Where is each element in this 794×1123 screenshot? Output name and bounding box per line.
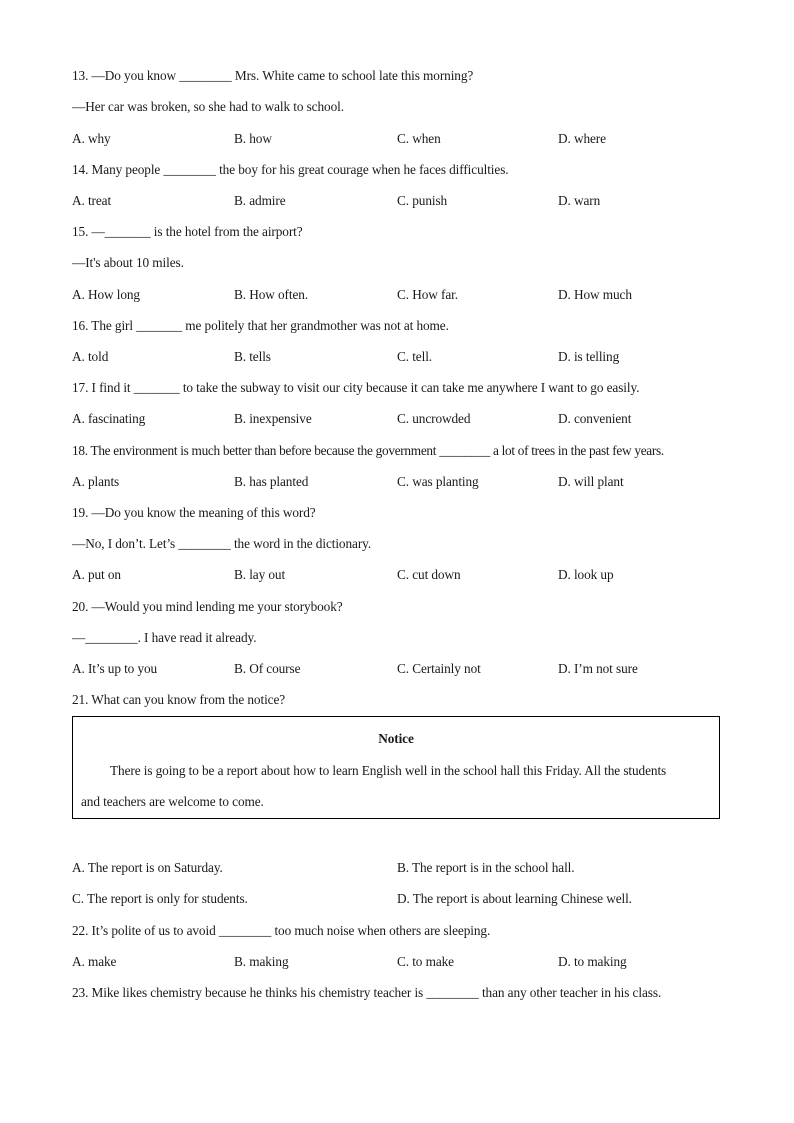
question-21-option-b[interactable]: B. The report is in the school hall.: [397, 860, 575, 875]
question-18-stem: 18. The environment is much better than before because the government ________ a lot of trees in the past few years.: [72, 443, 664, 458]
question-19-reply: —No, I don’t. Let’s ________ the word in the dictionary.: [72, 536, 372, 551]
question-13-reply: —Her car was broken, so she had to walk to school.: [72, 99, 344, 114]
question-19-option-b[interactable]: B. lay out: [234, 567, 286, 582]
question-20-reply: —________. I have read it already.: [72, 630, 257, 645]
question-15-option-b[interactable]: B. How often.: [234, 287, 309, 302]
question-13-option-c[interactable]: C. when: [397, 131, 441, 146]
question-14-option-a[interactable]: A. treat: [72, 193, 112, 208]
question-16-stem: 16. The girl _______ me politely that her grandmother was not at home.: [72, 318, 449, 333]
question-16-option-b[interactable]: B. tells: [234, 349, 271, 364]
question-17-option-d[interactable]: D. convenient: [558, 411, 632, 426]
question-19-option-d[interactable]: D. look up: [558, 567, 614, 582]
question-13-option-a[interactable]: A. why: [72, 131, 111, 146]
question-15-reply: —It's about 10 miles.: [72, 255, 184, 270]
notice-text-line-2: and teachers are welcome to come.: [81, 794, 264, 809]
question-20-option-d[interactable]: D. I’m not sure: [558, 661, 638, 676]
question-18-option-b[interactable]: B. has planted: [234, 474, 309, 489]
question-20-stem: 20. —Would you mind lending me your storybook?: [72, 599, 343, 614]
question-15-option-a[interactable]: A. How long: [72, 287, 140, 302]
question-17-option-a[interactable]: A. fascinating: [72, 411, 146, 426]
question-21-stem: 21. What can you know from the notice?: [72, 692, 286, 707]
question-20-option-a[interactable]: A. It’s up to you: [72, 661, 158, 676]
question-22-option-c[interactable]: C. to make: [397, 954, 454, 969]
question-18-option-c[interactable]: C. was planting: [397, 474, 479, 489]
question-22-option-b[interactable]: B. making: [234, 954, 289, 969]
question-13-stem: 13. —Do you know ________ Mrs. White came to school late this morning?: [72, 68, 474, 83]
question-15-option-c[interactable]: C. How far.: [397, 287, 458, 302]
notice-box: [72, 716, 720, 819]
question-19-option-a[interactable]: A. put on: [72, 567, 121, 582]
question-19-option-c[interactable]: C. cut down: [397, 567, 461, 582]
question-13-option-b[interactable]: B. how: [234, 131, 272, 146]
question-22-option-d[interactable]: D. to making: [558, 954, 627, 969]
question-17-option-b[interactable]: B. inexpensive: [234, 411, 312, 426]
question-17-option-c[interactable]: C. uncrowded: [397, 411, 471, 426]
question-14-option-b[interactable]: B. admire: [234, 193, 286, 208]
question-22-stem: 22. It’s polite of us to avoid ________ too much noise when others are sleeping.: [72, 923, 491, 938]
question-22-option-a[interactable]: A. make: [72, 954, 117, 969]
question-21-option-d[interactable]: D. The report is about learning Chinese well.: [397, 891, 632, 906]
question-15-option-d[interactable]: D. How much: [558, 287, 632, 302]
question-16-option-c[interactable]: C. tell.: [397, 349, 433, 364]
notice-text-line-1: There is going to be a report about how to learn English well in the school hall this Friday. All the students: [110, 763, 667, 778]
question-20-option-c[interactable]: C. Certainly not: [397, 661, 481, 676]
question-16-option-a[interactable]: A. told: [72, 349, 109, 364]
question-19-stem: 19. —Do you know the meaning of this word?: [72, 505, 316, 520]
question-20-option-b[interactable]: B. Of course: [234, 661, 301, 676]
question-21-option-c[interactable]: C. The report is only for students.: [72, 891, 248, 906]
question-18-option-d[interactable]: D. will plant: [558, 474, 624, 489]
question-14-stem: 14. Many people ________ the boy for his great courage when he faces difficulties.: [72, 162, 509, 177]
question-14-option-d[interactable]: D. warn: [558, 193, 601, 208]
question-15-stem: 15. —_______ is the hotel from the airport?: [72, 224, 303, 239]
question-17-stem: 17. I find it _______ to take the subway to visit our city because it can take me anywhere I want to go easily.: [72, 380, 640, 395]
question-21-option-a[interactable]: A. The report is on Saturday.: [72, 860, 223, 875]
question-23-stem: 23. Mike likes chemistry because he thinks his chemistry teacher is ________ than any other teacher in his class.: [72, 985, 662, 1000]
question-14-option-c[interactable]: C. punish: [397, 193, 448, 208]
question-16-option-d[interactable]: D. is telling: [558, 349, 620, 364]
notice-title: Notice: [378, 731, 414, 746]
question-13-option-d[interactable]: D. where: [558, 131, 606, 146]
question-18-option-a[interactable]: A. plants: [72, 474, 120, 489]
